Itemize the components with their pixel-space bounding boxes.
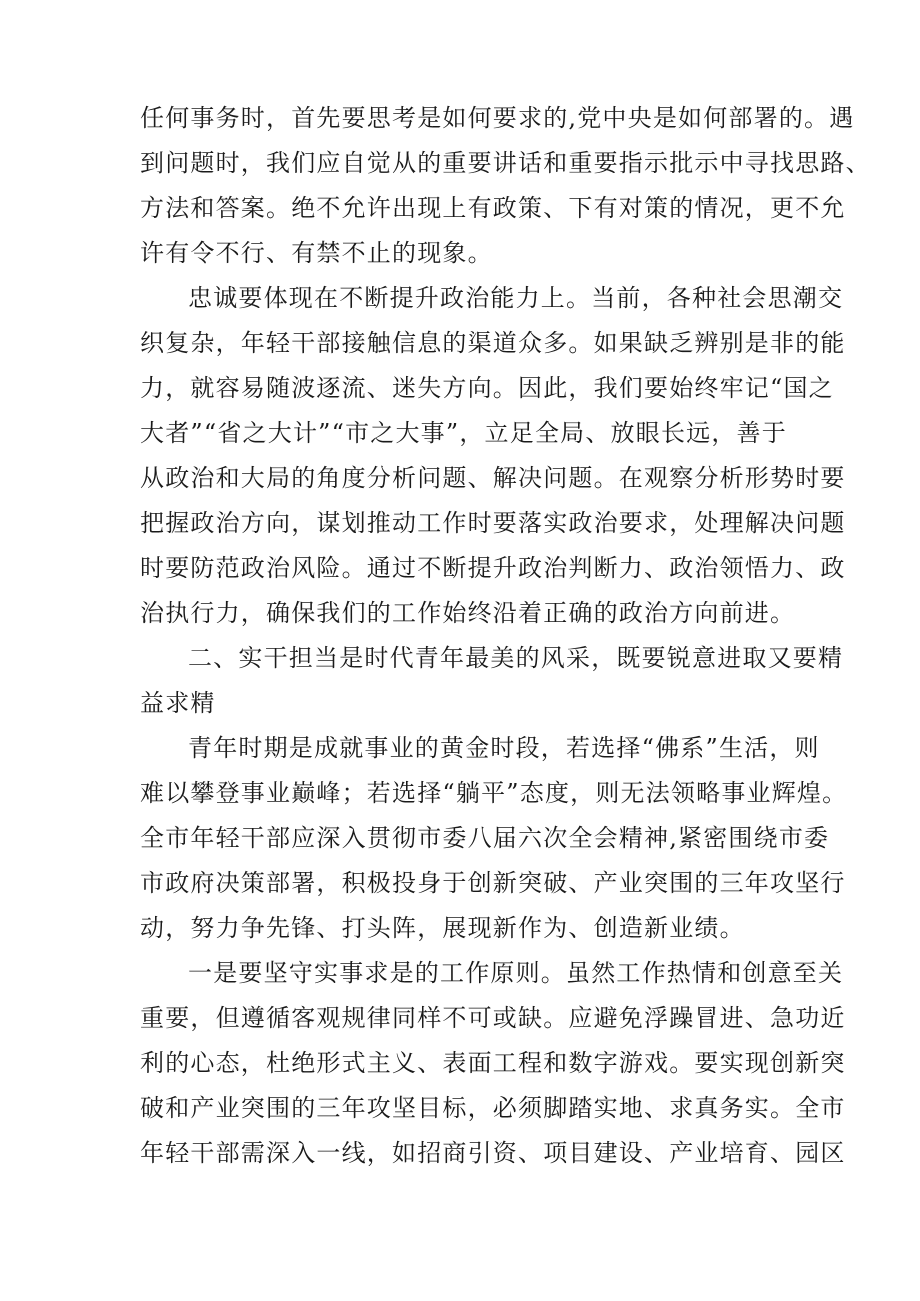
text-line: 市政府决策部署，积极投身于创新突破、产业突围的三年攻坚行 (140, 869, 846, 897)
text-line: 到问题时，我们应自觉从的重要讲话和重要指示批示中寻找思路、 (140, 149, 871, 177)
text-line: 重要，但遵循客观规律同样不可或缺。应避免浮躁冒进、急功近 (140, 1004, 846, 1032)
text-line: 织复杂，年轻干部接触信息的渠道众多。如果缺乏辨别是非的能 (140, 329, 846, 357)
text-line: 年轻干部需深入一线，如招商引资、项目建设、产业培育、园区 (140, 1139, 846, 1167)
text-line: 治执行力，确保我们的工作始终沿着正确的政治方向前进。 (140, 599, 796, 627)
text-line: 任何事务时，首先要思考是如何要求的,党中央是如何部署的。遇 (140, 104, 855, 132)
text-line: 时要防范政治风险。通过不断提升政治判断力、政治领悟力、政 (140, 554, 846, 582)
text-line: 全市年轻干部应深入贯彻市委八届六次全会精神,紧密围绕市委 (140, 824, 830, 852)
text-line: 破和产业突围的三年攻坚目标，必须脚踏实地、求真务实。全市 (140, 1094, 846, 1122)
paragraph-start-line: 忠诚要体现在不断提升政治能力上。当前，各种社会思潮交 (188, 284, 844, 312)
paragraph-start-line: 青年时期是成就事业的黄金时段，若选择“佛系”生活，则 (188, 734, 820, 762)
document-body (140, 96, 871, 1176)
section-heading-line: 二、实干担当是时代青年最美的风采，既要锐意进取又要精 (188, 644, 844, 672)
text-line: 方法和答案。绝不允许出现上有政策、下有对策的情况，更不允 (140, 194, 846, 222)
text-line: 许有令不行、有禁不止的现象。 (140, 239, 493, 267)
section-heading-line: 益求精 (140, 689, 216, 717)
text-line: 利的心态，杜绝形式主义、表面工程和数字游戏。要实现创新突 (140, 1049, 846, 1077)
text-line: 从政治和大局的角度分析问题、解决问题。在观察分析形势时要 (140, 464, 846, 492)
text-line: 难以攀登事业巅峰；若选择“躺平”态度，则无法领略事业辉煌。 (140, 779, 848, 807)
text-line: 大者”“省之大计”“市之大事”，立足全局、放眼长远，善于 (140, 419, 787, 447)
text-line: 动，努力争先锋、打头阵，展现新作为、创造新业绩。 (140, 914, 745, 942)
text-line: 把握政治方向，谋划推动工作时要落实政治要求，处理解决问题 (140, 509, 846, 537)
paragraph-start-line: 一是要坚守实事求是的工作原则。虽然工作热情和创意至关 (188, 959, 844, 987)
text-line: 力，就容易随波逐流、迷失方向。因此，我们要始终牢记“国之 (140, 374, 834, 402)
